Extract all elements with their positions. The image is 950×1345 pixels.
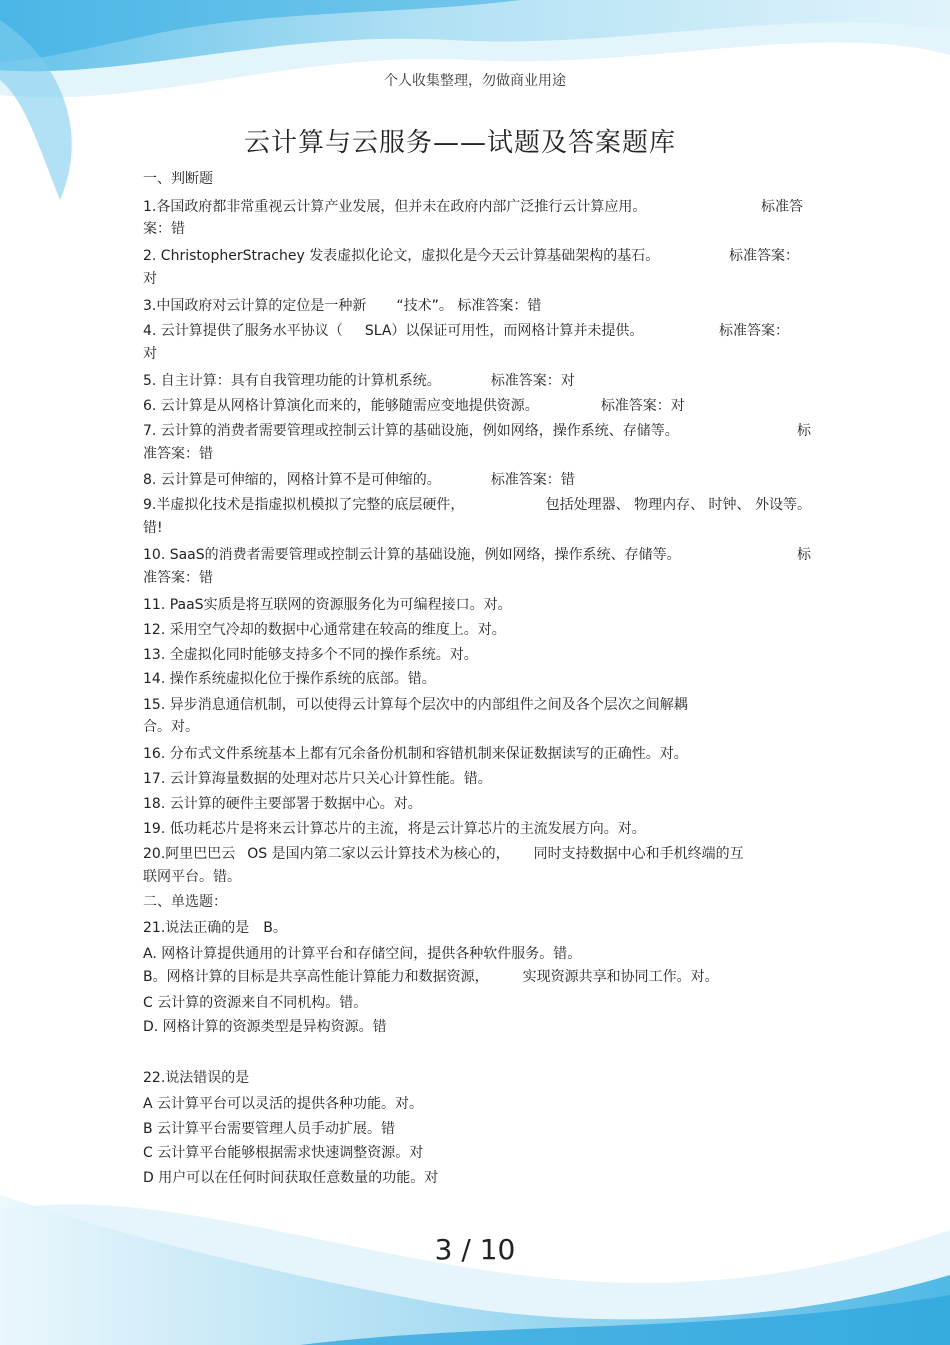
- page-title: 云计算与云服务——试题及答案题库: [243, 128, 676, 158]
- question-21-option-d: D. 网格计算的资源类型是异构资源。错: [143, 1019, 387, 1035]
- question-21-option-b: B。网格计算的目标是共享高性能计算能力和数据资源， 实现资源共享和协同工作。对。: [143, 969, 719, 985]
- question-17: 17. 云计算海量数据的处理对芯片只关心计算性能。错。: [143, 771, 492, 787]
- question-21-option-c: C 云计算的资源来自不同机构。错。: [143, 995, 368, 1011]
- question-4-answer: 对: [143, 346, 157, 362]
- question-6: 6. 云计算是从网格计算演化而来的，能够随需应变地提供资源。 标准答案：对: [143, 398, 685, 414]
- question-4: 4. 云计算提供了服务水平协议（ SLA）以保证可用性，而网格计算并未提供。 标准答案：: [143, 323, 789, 339]
- question-19: 19. 低功耗芯片是将来云计算芯片的主流，将是云计算芯片的主流发展方向。对。: [143, 821, 646, 837]
- question-2: 2. ChristopherStrachey 发表虚拟化论文，虚拟化是今天云计算基础架构的基石。 标准答案：: [143, 248, 799, 264]
- header-note: 个人收集整理，勿做商业用途: [384, 73, 566, 89]
- question-2-answer: 对: [143, 271, 157, 287]
- question-8: 8. 云计算是可伸缩的，网格计算不是可伸缩的。 标准答案：错: [143, 472, 575, 488]
- question-22-option-d: D 用户可以在任何时间获取任意数量的功能。对: [143, 1170, 439, 1186]
- question-15-answer: 合。对。: [143, 719, 199, 735]
- question-7-answer: 准答案：错: [143, 446, 213, 462]
- question-18: 18. 云计算的硬件主要部署于数据中心。对。: [143, 796, 422, 812]
- question-3: 3.中国政府对云计算的定位是一种新 “技术”。 标准答案：错: [143, 298, 542, 314]
- question-15: 15. 异步消息通信机制，可以使得云计算每个层次中的内部组件之间及各个层次之间解耦: [143, 697, 688, 713]
- question-22-option-b: B 云计算平台需要管理人员手动扩展。错: [143, 1121, 396, 1137]
- question-14: 14. 操作系统虚拟化位于操作系统的底部。错。: [143, 671, 436, 687]
- question-5: 5. 自主计算：具有自我管理功能的计算机系统。 标准答案：对: [143, 373, 575, 389]
- question-21-stem: 21.说法正确的是 B。: [143, 920, 287, 936]
- question-21-option-a: A. 网格计算提供通用的计算平台和存储空间，提供各种软件服务。错。: [143, 946, 582, 962]
- section-heading-true-false: 一、判断题: [143, 171, 213, 187]
- question-9-answer: 错!: [143, 520, 163, 536]
- page-number: 3 / 10: [434, 1233, 516, 1266]
- question-22-option-c: C 云计算平台能够根据需求快速调整资源。对: [143, 1145, 424, 1161]
- question-16: 16. 分布式文件系统基本上都有冗余备份机制和容错机制来保证数据读写的正确性。对。: [143, 746, 688, 762]
- question-13: 13. 全虚拟化同时能够支持多个不同的操作系统。对。: [143, 647, 478, 663]
- question-22-option-a: A 云计算平台可以灵活的提供各种功能。对。: [143, 1096, 424, 1112]
- question-20-answer: 联网平台。错。: [143, 869, 241, 885]
- question-1-answer: 案：错: [143, 221, 185, 237]
- question-11: 11. PaaS实质是将互联网的资源服务化为可编程接口。对。: [143, 597, 512, 613]
- question-10-answer: 准答案：错: [143, 570, 213, 586]
- question-10: 10. SaaS的消费者需要管理或控制云计算的基础设施，例如网络，操作系统、存储等。 标: [143, 547, 811, 563]
- section-heading-single-choice: 二、单选题：: [143, 894, 227, 910]
- question-12: 12. 采用空气冷却的数据中心通常建在较高的维度上。对。: [143, 622, 506, 638]
- question-9: 9.半虚拟化技术是指虚拟机模拟了完整的底层硬件， 包括处理器、 物理内存、 时钟、 外设等。: [143, 497, 811, 513]
- question-20: 20.阿里巴巴云 OS 是国内第二家以云计算技术为核心的， 同时支持数据中心和手机终端的互: [143, 846, 744, 862]
- question-22-stem: 22.说法错误的是: [143, 1070, 250, 1086]
- question-1: 1.各国政府都非常重视云计算产业发展，但并未在政府内部广泛推行云计算应用。 标准答: [143, 199, 803, 215]
- question-7: 7. 云计算的消费者需要管理或控制云计算的基础设施，例如网络，操作系统、存储等。 标: [143, 423, 811, 439]
